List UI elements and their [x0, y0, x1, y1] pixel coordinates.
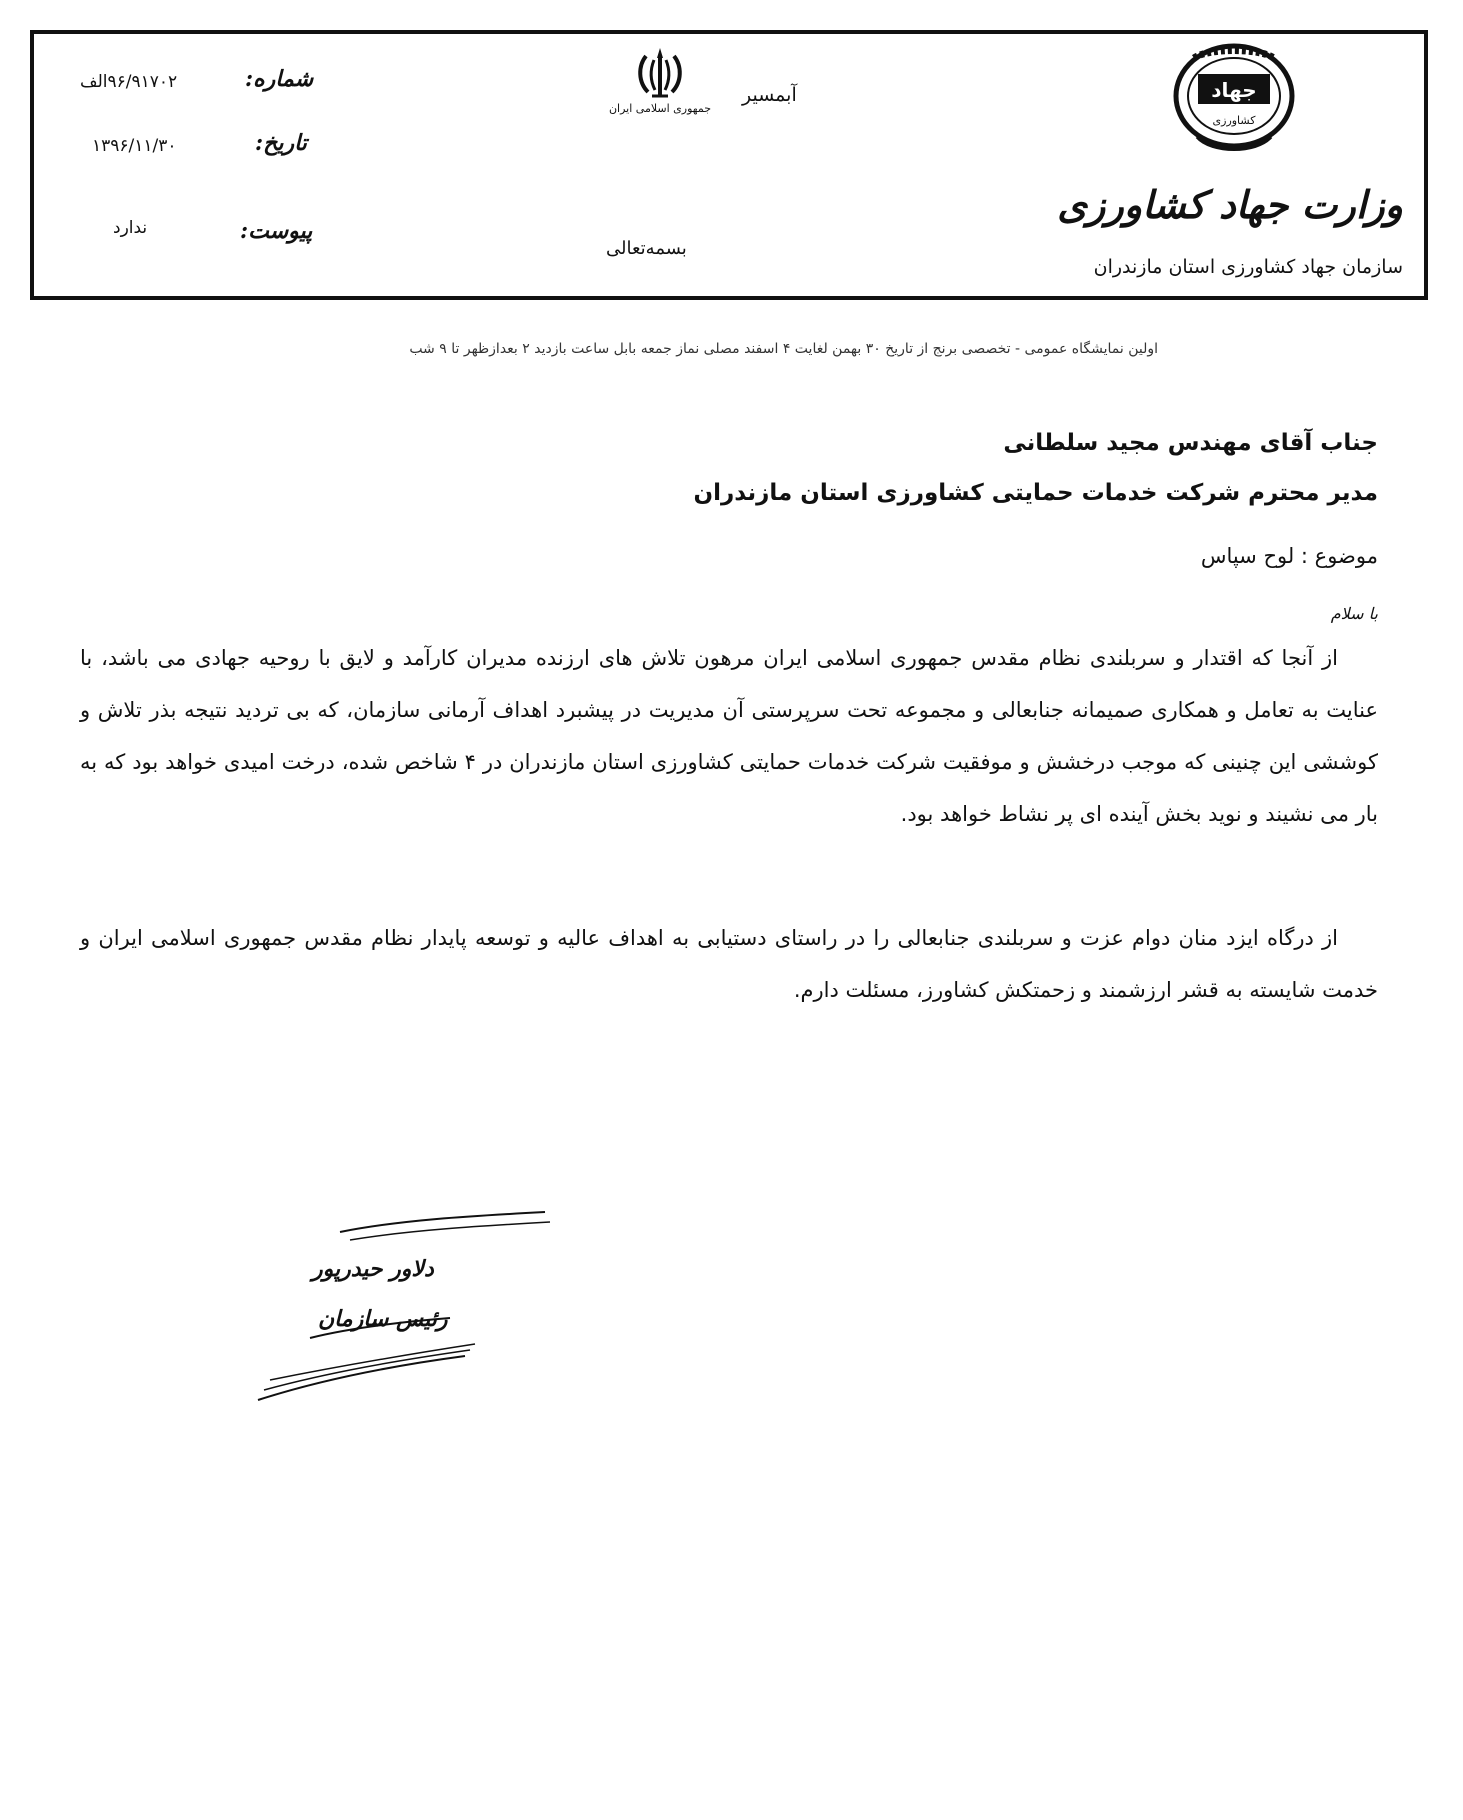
greeting: با سلام — [1330, 604, 1378, 623]
body-paragraph-2: از درگاه ایزد منان دوام عزت و سربلندی جنابعالی را در راستای دستیابی به اهداف عالیه و توسعه پایدار نظام مقدس جمهوری اسلامی ایران و خدمت شایسته به قشر ارزشمند و زحمتکش کشاورز، مسئلت دارم. — [80, 926, 1378, 1002]
attachment-label: پیوست: — [240, 218, 313, 244]
logo-top-text: جهاد — [1211, 78, 1257, 102]
date-value: ۱۳۹۶/۱۱/۳۰ — [92, 136, 177, 156]
emblem-caption: جمهوری اسلامی ایران — [608, 102, 712, 115]
iran-emblem-icon — [630, 44, 690, 100]
recipient-title: مدیر محترم شرکت خدمات حمایتی کشاورزی استان مازندران — [693, 480, 1378, 506]
recipient-name: جناب آقای مهندس مجید سلطانی — [1003, 430, 1378, 456]
motto-text: آبمسیر — [742, 84, 797, 106]
bismillah-heading: بسمه‌تعالی — [606, 238, 687, 259]
signatory-name: دلاور حیدرپور — [312, 1256, 434, 1282]
subject-line: موضوع : لوح سپاس — [1200, 544, 1378, 568]
ministry-title: وزارت جهاد کشاورزی — [1057, 182, 1403, 227]
logo-bottom-text: کشاورزی — [1212, 114, 1256, 127]
organization-name: سازمان جهاد کشاورزی استان مازندران — [1093, 256, 1403, 278]
date-label: تاریخ: — [255, 130, 307, 156]
signatory-title: رئیس سازمان — [318, 1306, 448, 1332]
body-paragraph-1: از آنجا که اقتدار و سربلندی نظام مقدس جمهوری اسلامی ایران مرهون تلاش های ارزنده مدیران کارآمد و لایق با روحیه جهادی می باشد، با عنایت به تعامل و همکاری صمیمانه جنابعالی و مجموعه تحت سرپرستی آن مدیریت در پیشبرد اهداف آرمانی سازمان، که بی تردید نتیجه بذر تلاش و کوششی این چنینی که موجب درخشش و موفقیت شرکت خدمات حمایتی کشاورزی استان مازندران در ۴ شاخص شده، درخت امیدی خواهد بود که به بار می نشیند و نوید بخش آینده ای پر نشاط خواهد بود. — [80, 646, 1378, 826]
number-value: ۹۶/۹۱۷۰۲الف — [80, 72, 178, 92]
ministry-logo-icon — [1168, 40, 1300, 160]
attachment-value: ندارد — [113, 218, 148, 238]
number-label: شماره: — [245, 66, 314, 92]
event-banner-text: اولین نمایشگاه عمومی - تخصصی برنج از تاریخ ۳۰ بهمن لغایت ۴ اسفند مصلی نماز جمعه بابل ساعت بازدید ۲ بعدازظهر تا ۹ شب — [409, 341, 1158, 357]
